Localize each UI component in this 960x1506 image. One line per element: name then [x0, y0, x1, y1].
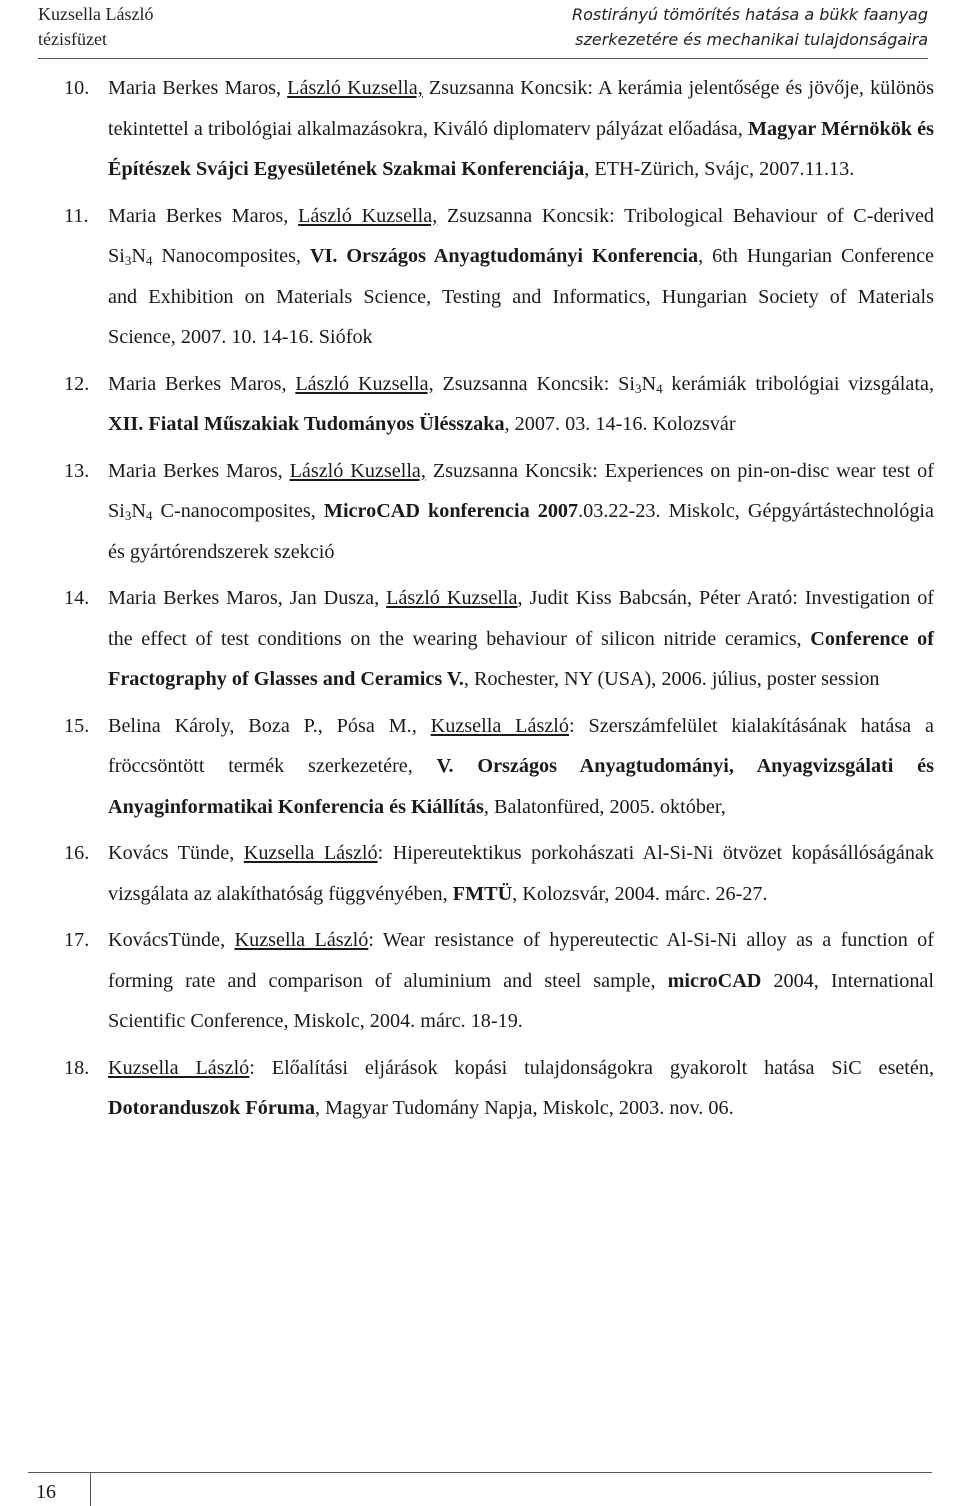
reference-details: , 6th Hungarian Conference and Exhibition on Materials Science, Testing and Informatics, Hungarian Society of Materials Science, 2007. 10. 14-16. Siófok — [108, 245, 934, 348]
header-author: Kuzsella László — [38, 4, 154, 24]
reference-venue: FMTÜ — [452, 882, 513, 905]
reference-details: .03.22-23. Miskolc, Gépgyártástechnológia és gyártórendszerek szekció — [108, 500, 935, 563]
formula-part: N — [131, 245, 146, 267]
reference-author-self: Kuzsella László — [108, 1056, 250, 1079]
reference-title: Zsuzsanna Koncsik: Experiences on pin-on-disc wear test of Si — [108, 459, 934, 522]
reference-details: , 2007. 03. 14-16. Kolozsvár — [504, 413, 736, 435]
reference-item — [64, 706, 934, 828]
reference-number: 13. — [64, 459, 90, 482]
reference-venue: VI. Országos Anyagtudományi Konferencia — [309, 245, 699, 267]
reference-title: Zsuzsanna Koncsik: A kerámia jelentősége és jövője, különös tekintettel a tribológiai alkalmazásokra, Kiváló diplomaterv pályázat előadása, — [108, 77, 934, 140]
formula-part: N — [641, 372, 657, 395]
reference-title: : Szerszámfelület kialakításának hatása a fröccsöntött termék szerkezetére, — [108, 714, 935, 777]
reference-authors: KovácsTünde, — [108, 929, 235, 951]
reference-item — [64, 451, 934, 573]
header-doc-type: tézisfüzet — [38, 29, 107, 49]
subscript: 4 — [145, 253, 153, 268]
header-title-line1: Rostirányú tömörítés hatása a bükk faanyag — [571, 5, 928, 24]
reference-venue: XII. Fiatal Műszakiak Tudományos Ülésszaka — [108, 413, 505, 435]
reference-title: Nanocomposites, — [152, 245, 310, 267]
reference-author-self: László Kuzsella — [386, 587, 518, 609]
reference-authors: Maria Berkes Maros, — [108, 77, 288, 99]
footer-rule — [28, 1472, 932, 1473]
reference-title: Zsuzsanna Koncsik: Si — [433, 372, 635, 395]
subscript: 3 — [635, 380, 642, 396]
reference-details: , Rochester, NY (USA), 2006. július, poster session — [463, 668, 880, 690]
reference-item — [64, 578, 934, 700]
reference-item — [64, 833, 934, 914]
subscript: 3 — [124, 508, 132, 523]
formula-part: N — [131, 500, 146, 522]
reference-details: , Magyar Tudomány Napja, Miskolc, 2003. nov. 06. — [314, 1097, 734, 1119]
reference-number: 18. — [64, 1056, 90, 1079]
reference-title: , Judit Kiss Babcsán, Péter Arató: Investigation of the effect of test conditions on the wearing behaviour of silicon nitride ceramics, — [108, 587, 935, 650]
reference-details: 2004, International Scientific Conference, Miskolc, 2004. márc. 18-19. — [108, 969, 934, 1032]
subscript: 3 — [124, 253, 132, 268]
reference-item — [64, 1048, 934, 1129]
reference-title: kerámiák tribológiai vizsgálata, — [662, 372, 934, 395]
reference-author-self: László Kuzsella, — [289, 459, 426, 482]
reference-author-self: László Kuzsella, — [298, 204, 438, 227]
reference-venue: V. Országos Anyagtudományi, Anyagvizsgálati és Anyaginformatikai Konferencia és Kiállítás — [108, 755, 934, 818]
reference-authors: Belina Károly, Boza P., Pósa M., — [108, 714, 431, 737]
reference-authors: Maria Berkes Maros, Jan Dusza, — [108, 587, 387, 609]
reference-number: 14. — [64, 587, 90, 609]
header-title-line2: szerkezetére és mechanikai tulajdonságaira — [575, 30, 928, 49]
reference-details: , Balatonfüred, 2005. október, — [483, 795, 726, 818]
reference-venue: MicroCAD konferencia 2007 — [323, 500, 579, 522]
reference-list — [64, 68, 934, 1135]
reference-title: : Előalítási eljárások kopási tulajdonságokra gyakorolt hatása SiC esetén, — [249, 1056, 934, 1079]
subscript: 4 — [145, 508, 153, 523]
reference-title: Zsuzsanna Koncsik: Tribological Behaviour of C-derived Si — [108, 204, 934, 267]
reference-number: 10. — [64, 77, 90, 99]
reference-item — [64, 920, 934, 1042]
reference-item — [64, 68, 934, 190]
reference-venue: Dotoranduszok Fóruma — [108, 1097, 315, 1119]
reference-title: : Wear resistance of hypereutectic Al-Si-Ni alloy as a function of forming rate and comparison of aluminium and steel sample, — [108, 929, 935, 992]
subscript: 4 — [656, 380, 663, 396]
reference-number: 15. — [64, 714, 90, 737]
header-author-block — [38, 2, 153, 52]
reference-authors: Maria Berkes Maros, — [108, 372, 296, 395]
reference-authors: Maria Berkes Maros, — [108, 459, 290, 482]
reference-item — [64, 196, 934, 358]
reference-venue: microCAD — [667, 969, 762, 992]
reference-item — [64, 364, 934, 445]
reference-author-self: Kuzsella László — [234, 929, 369, 951]
header-title-block — [408, 2, 928, 52]
reference-author-self: Kuzsella László — [430, 714, 569, 737]
reference-title: : Hipereutektikus porkohászati Al-Si-Ni ötvözet kopásállóságának vizsgálata az alakíthatóság függvényében, — [108, 842, 934, 905]
reference-details: , ETH-Zürich, Svájc, 2007.11.13. — [584, 158, 855, 180]
reference-author-self: László Kuzsella, — [287, 77, 423, 99]
reference-author-self: Kuzsella László — [243, 842, 378, 864]
page-number: 16 — [36, 1481, 56, 1503]
footer-divider — [90, 1472, 91, 1506]
reference-number: 17. — [64, 929, 90, 951]
reference-number: 11. — [64, 204, 89, 227]
reference-details: , Kolozsvár, 2004. márc. 26-27. — [512, 882, 768, 905]
reference-authors: Maria Berkes Maros, — [108, 204, 299, 227]
header-rule — [38, 58, 928, 59]
reference-title: C-nanocomposites, — [152, 500, 324, 522]
reference-number: 12. — [64, 372, 90, 395]
reference-authors: Kovács Tünde, — [108, 842, 244, 864]
reference-author-self: László Kuzsella, — [295, 372, 434, 395]
reference-number: 16. — [64, 842, 90, 864]
reference-venue: Conference of Fractography of Glasses and Ceramics V. — [108, 627, 934, 690]
reference-venue: Magyar Mérnökök és Építészek Svájci Egyesületének Szakmai Konferenciája — [108, 117, 934, 180]
